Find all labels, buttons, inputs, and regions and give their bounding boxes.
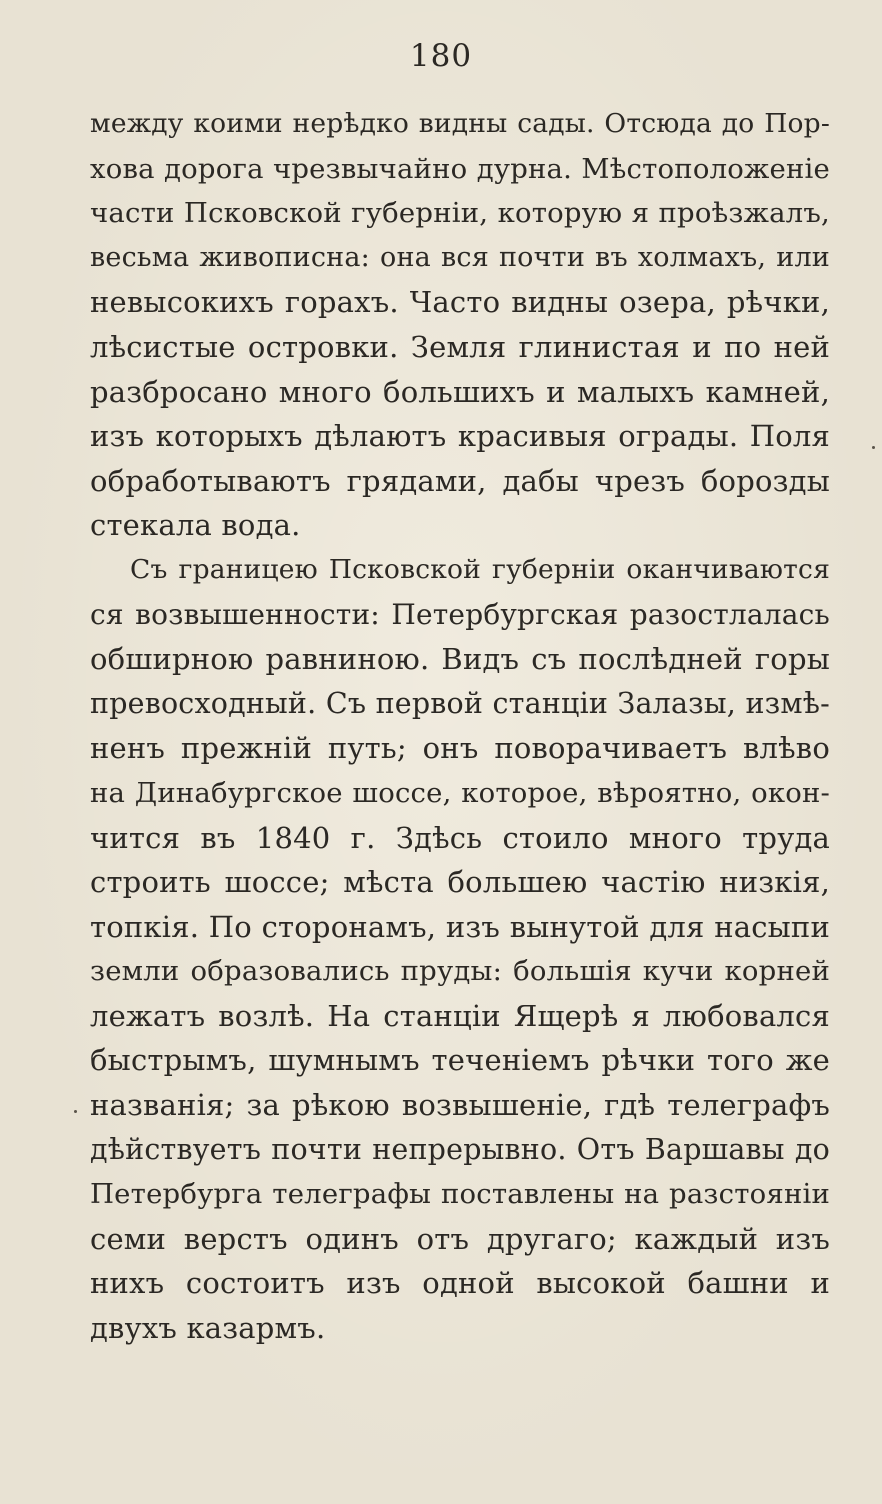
text-line: ся возвышенности: Петербургская разостлалась (90, 597, 830, 631)
text-line: хова дорога чрезвычайно дурна. Мѣстоположеніе (90, 152, 830, 185)
text-line: на Динабургское шоссе, которое, вѣроятно, окон- (90, 776, 830, 809)
text-line: лежатъ возлѣ. На станціи Ящерѣ я любовался (90, 998, 830, 1033)
text-line: земли образовались пруды: большія кучи корней (90, 955, 830, 988)
text-line: превосходный. Съ первой станціи Залазы, измѣ- (90, 686, 830, 720)
text-line: между коими нерѣдко видны сады. Отсюда до Пор- (90, 108, 830, 139)
text-line: семи верстъ одинъ отъ другаго; каждый изъ (90, 1221, 830, 1256)
paper-speck (74, 1110, 77, 1113)
text-line: нихъ состоитъ изъ одной высокой башни и (90, 1266, 830, 1301)
text-line: чится въ 1840 г. Здѣсь стоило много труда (90, 820, 830, 855)
text-line: весьма живописна: она вся почти въ холмахъ, или (90, 241, 830, 273)
text-line: двухъ казармъ. (90, 1311, 326, 1346)
text-line: названія; за рѣкою возвышеніе, гдѣ телеграфъ (90, 1088, 830, 1123)
text-line: строить шоссе; мѣста большею частію низкія, (90, 865, 830, 900)
paragraph-2 (90, 548, 830, 1351)
text-line: изъ которыхъ дѣлаютъ красивыя ограды. Поля (90, 419, 830, 454)
text-line: стекала вода. (90, 508, 301, 543)
text-line: топкія. По сторонамъ, изъ вынутой для насыпи (90, 909, 830, 944)
text-line: Петербурга телеграфы поставлены на разстояніи (90, 1178, 830, 1211)
text-line: части Псковской губерніи, которую я проѣзжалъ, (90, 197, 830, 230)
text-line: быстрымъ, шумнымъ теченіемъ рѣчки того же (90, 1043, 830, 1078)
text-line: ненъ прежній путь; онъ поворачиваетъ влѣво (90, 731, 830, 766)
paragraph-1 (90, 102, 830, 548)
text-line: дѣйствуетъ почти непрерывно. Отъ Варшавы до (90, 1132, 830, 1166)
paper-speck (872, 446, 875, 449)
text-line: лѣсистые островки. Земля глинистая и по ней (90, 329, 830, 364)
text-line: Съ границею Псковской губерніи оканчиваются (130, 553, 830, 585)
text-line: невысокихъ горахъ. Часто видны озера, рѣчки, (90, 285, 830, 320)
text-line: обработываютъ грядами, дабы чрезъ борозды (90, 463, 830, 498)
text-line: обширною равниною. Видъ съ послѣдней горы (90, 642, 830, 677)
page-number: 180 (409, 38, 473, 74)
body-text (90, 102, 830, 1351)
text-line: разбросано много большихъ и малыхъ камней, (90, 374, 830, 409)
